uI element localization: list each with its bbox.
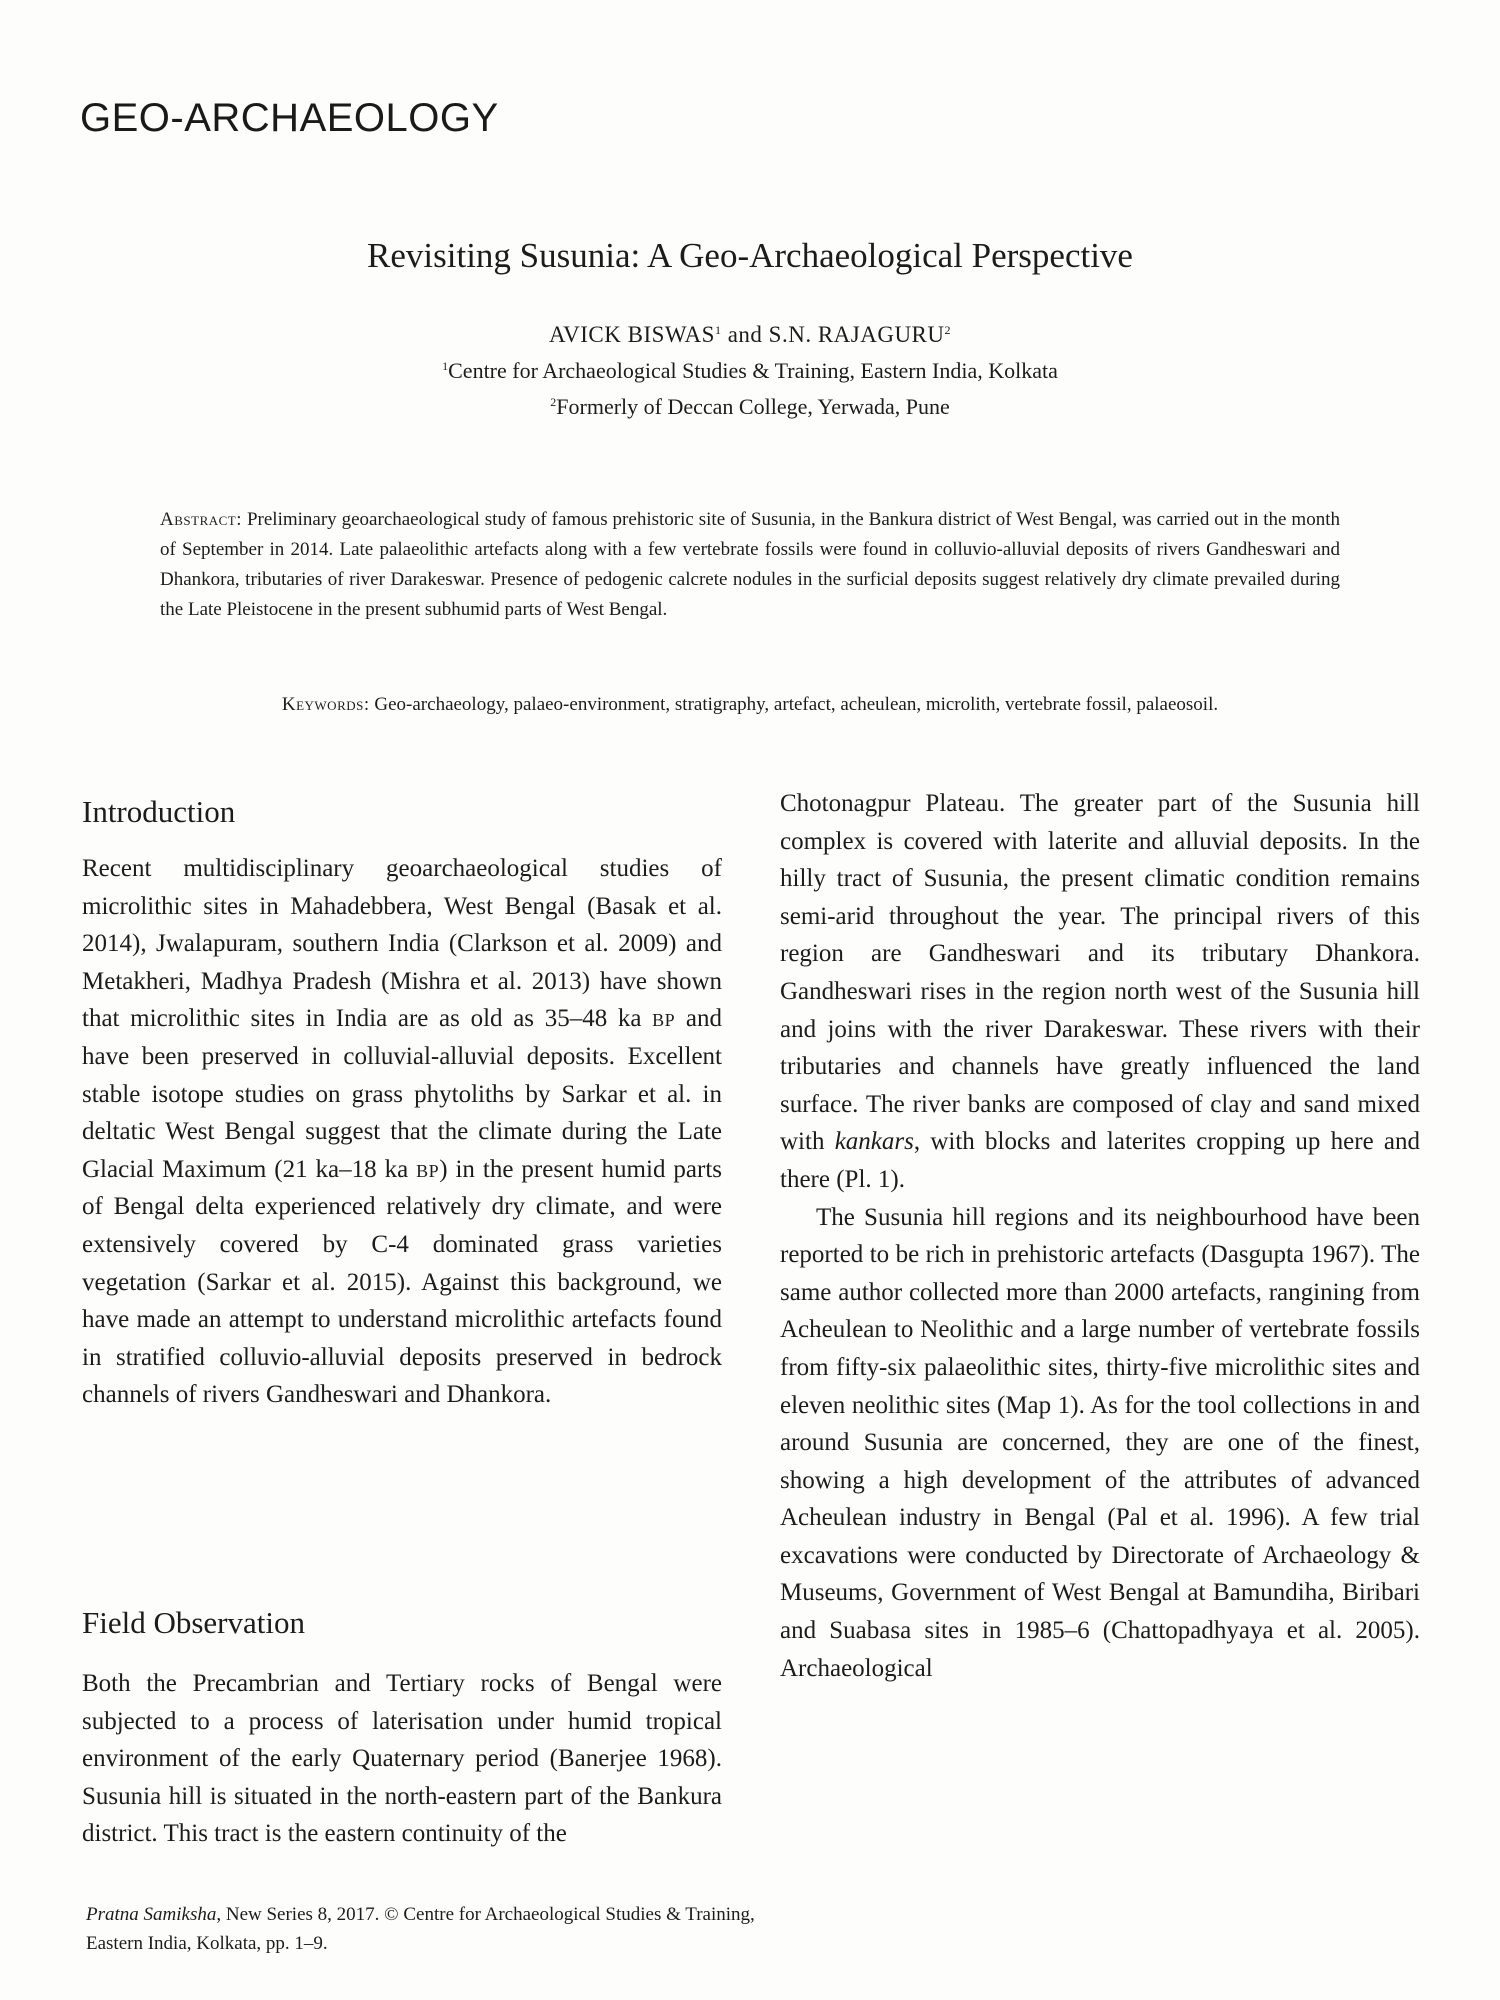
text-run: , with blocks and laterites cropping up here and there (Pl. 1). — [780, 1128, 1421, 1193]
paragraph: The Susunia hill regions and its neighbourhood have been reported to be rich in prehistoric artefacts (Dasgupta 1967). The same author collected more than 2000 artefacts, rangining from Acheulean to Neolithic and a large number of vertebrate fossils from fifty-six palaeolithic sites, thirty-five microlithic sites and eleven neolithic sites (Map 1). As for the tool collections in and around Susunia are concerned, they are one of the finest, showing a high development of the attributes of advanced Acheulean industry in Bengal (Pal et al. 1996). A few trial excavations were conducted by Directorate of Archaeology & Museums, Government of West Bengal at Bamundiha, Biribari and Suabasa sites in 1985–6 (Chattopadhyaya et al. 2005). Archaeological — [780, 1203, 1420, 1682]
bp-abbreviation: bp — [652, 1005, 676, 1033]
affiliation-text: Centre for Archaeological Studies & Training, Eastern India, Kolkata — [448, 358, 1058, 383]
text-run: Recent multidisciplinary geoarchaeological studies of microlithic sites in Mahadebbera, West Bengal (Basak et al. 2014), Jwalapuram, southern India (Clarkson et al. 2009) and Metakheri, Madhya Pradesh (Mishra et al. 2013) have shown that microlithic sites in India are as old as 35–48 ka — [82, 855, 722, 1033]
paragraph — [82, 850, 722, 1414]
author-superscript: 1 — [714, 323, 722, 337]
keywords-text: Geo-archaeology, palaeo-environment, stratigraphy, artefact, acheulean, microlith, vertebrate fossil, palaeosoil. — [369, 694, 1219, 715]
introduction-body — [82, 850, 722, 1414]
text-run: and have been preserved in colluvial-alluvial deposits. Excellent stable isotope studies on grass phytoliths by Sarkar et al. in deltatic West Bengal suggest that the climate during the Late Glacial Maximum (21 ka–18 ka — [82, 1005, 722, 1183]
text-run: ) in the present humid parts of Bengal delta experienced relatively dry climate, and were extensively covered by C-4 dominated grass varieties vegetation (Sarkar et al. 2015). Against this background, we have made an attempt to understand microlithic artefacts found in stratified colluvio-alluvial deposits preserved in bedrock channels of rivers Gandheswari and Dhankora. — [82, 1155, 722, 1409]
author-name: AVICK BISWAS — [548, 322, 715, 347]
abstract-label: Abstract: — [160, 509, 243, 530]
bp-abbreviation: bp — [416, 1155, 440, 1183]
text-run: Chotonagpur Plateau. The greater part of the Susunia hill complex is covered with laterite and alluvial deposits. In the hilly tract of Susunia, the present climatic condition remains semi-arid throughout the year. The principal rivers of this region are Gandheswari and its tributary Dhankora. Gandheswari rises in the region north west of the Susunia hill and joins with the river Darakeswar. These rivers with their tributaries and channels have greatly influenced the land surface. The river banks are composed of clay and sand mixed with — [780, 790, 1420, 1156]
right-column-body — [780, 785, 1420, 1687]
author-name: S.N. RAJAGURU — [768, 322, 945, 347]
journal-name: Pratna Samiksha — [86, 1904, 217, 1925]
author-superscript: 2 — [944, 323, 952, 337]
introduction-heading: Introduction — [82, 794, 236, 829]
citation-text: , New Series 8, 2017. © Centre for Archaeological Studies & Training, Eastern India, Kolkata, pp. 1–9. — [86, 1904, 755, 1954]
keywords-label: Keywords: — [281, 694, 370, 715]
field-observation-heading: Field Observation — [82, 1605, 305, 1640]
affiliation-superscript: 1 — [442, 359, 449, 373]
affiliation — [0, 394, 1500, 420]
abstract — [160, 505, 1340, 625]
author-line — [0, 322, 1500, 348]
paragraph: Both the Precambrian and Tertiary rocks of Bengal were subjected to a process of laterisation under humid tropical environment of the early Quaternary period (Banerjee 1968). Susunia hill is situated in the north-eastern part of the Bankura district. This tract is the eastern continuity of the — [82, 1670, 722, 1848]
citation-footer — [86, 1900, 806, 1958]
affiliation-text: Formerly of Deccan College, Yerwada, Pune — [556, 394, 950, 419]
article-title: Revisiting Susunia: A Geo-Archaeological Perspective — [367, 236, 1133, 275]
italic-term: kankars — [834, 1128, 914, 1156]
section-label: GEO-ARCHAEOLOGY — [80, 96, 499, 140]
keywords — [200, 690, 1300, 720]
field-observation-body — [82, 1665, 722, 1853]
paragraph — [780, 785, 1420, 1199]
abstract-text: Preliminary geoarchaeological study of famous prehistoric site of Susunia, in the Bankura district of West Bengal, was carried out in the month of September in 2014. Late palaeolithic artefacts along with a few vertebrate fossils were found in colluvio-alluvial deposits of rivers Gandheswari and Dhankora, tributaries of river Darakeswar. Presence of pedogenic calcrete nodules in the surficial deposits suggest relatively dry climate prevailed during the Late Pleistocene in the present subhumid parts of West Bengal. — [160, 509, 1340, 620]
author-conjunction: and — [721, 322, 769, 347]
affiliation — [0, 358, 1500, 384]
affiliation-superscript: 2 — [550, 395, 557, 409]
